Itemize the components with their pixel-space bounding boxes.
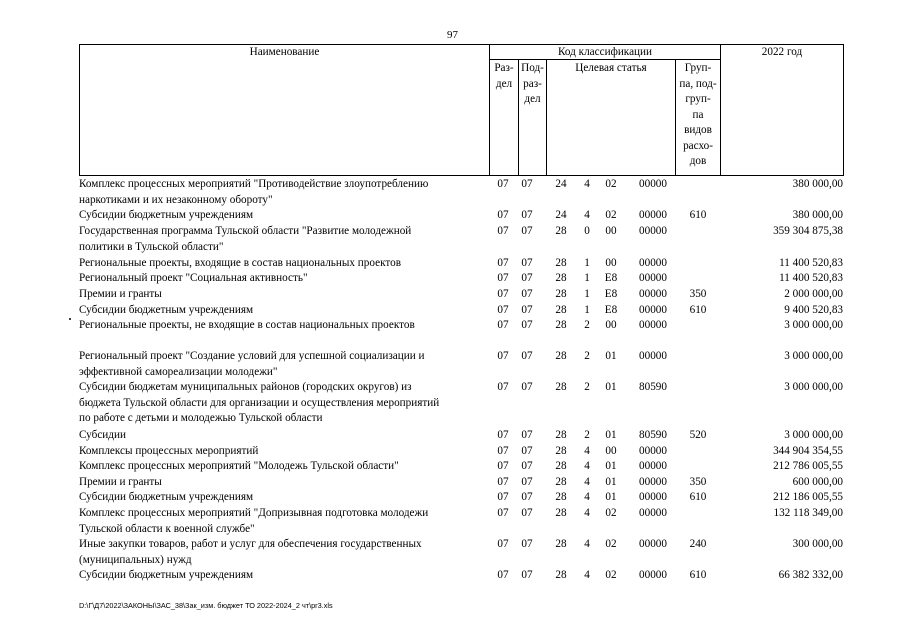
- row-amount: 3 000 000,00: [784, 319, 843, 331]
- row-podrazdel: 07: [521, 476, 533, 488]
- header-vid-line: видов: [684, 124, 712, 136]
- row-name: Субсидии бюджетам муниципальных районов (городских округов) из бюджета Тульской области для организации и осуществления мероприятий по работе с детьми и молодежью Тульской области: [79, 381, 440, 425]
- row-name: Комплекс процессных мероприятий "Противодействие злоупотреблению наркотиками и их незаконному обороту": [79, 178, 429, 206]
- row-name: Субсидии бюджетным учреждениям: [79, 304, 254, 316]
- row-subprogram: 4: [584, 569, 590, 581]
- row-main-event: 01: [605, 460, 617, 472]
- row-main-event: 02: [605, 538, 617, 550]
- row-main-event: 01: [605, 429, 617, 441]
- row-razdel: 07: [497, 381, 509, 393]
- row-subprogram: 2: [584, 319, 590, 331]
- row-main-event: 01: [605, 381, 617, 393]
- row-main-event: 01: [605, 476, 617, 488]
- scan-dot: [69, 318, 71, 320]
- row-podrazdel: 07: [521, 429, 533, 441]
- row-main-event: 02: [605, 209, 617, 221]
- row-razdel: 07: [497, 304, 509, 316]
- header-name-label: Наименование: [249, 46, 320, 58]
- row-program: 24: [555, 209, 567, 221]
- row-amount: 9 400 520,83: [784, 304, 843, 316]
- row-expense-type: 240: [689, 538, 707, 550]
- row-amount: 600 000,00: [792, 476, 843, 488]
- header-razdel-label: [489, 61, 519, 92]
- header-vid-line: расхо-: [683, 139, 713, 152]
- row-direction: 80590: [639, 429, 667, 441]
- row-main-event: E8: [604, 304, 618, 316]
- row-program: 28: [555, 304, 567, 316]
- row-program: 28: [555, 257, 567, 269]
- row-subprogram: 4: [584, 491, 590, 503]
- row-expense-type: 350: [689, 288, 707, 300]
- row-amount: 11 400 520,83: [779, 272, 843, 284]
- row-razdel: 07: [497, 569, 509, 581]
- row-podrazdel: 07: [521, 381, 533, 393]
- row-subprogram: 4: [584, 538, 590, 550]
- row-subprogram: 4: [584, 178, 590, 190]
- header-vid-line: Груп-: [684, 62, 712, 74]
- row-direction: 00000: [639, 538, 667, 550]
- header-razdel-line: дел: [495, 77, 513, 90]
- header-cell-target: [546, 59, 676, 176]
- row-program: 28: [555, 429, 567, 441]
- row-amount: 3 000 000,00: [784, 381, 843, 393]
- row-amount: 3 000 000,00: [784, 429, 843, 441]
- row-direction: 00000: [639, 445, 667, 457]
- row-razdel: 07: [497, 460, 509, 472]
- row-main-event: 01: [605, 491, 617, 503]
- row-razdel: 07: [497, 507, 509, 519]
- header-cell-year: [720, 44, 844, 176]
- row-main-event: E8: [604, 288, 618, 300]
- header-vid-label: [675, 61, 721, 170]
- row-direction: 00000: [639, 257, 667, 269]
- row-direction: 00000: [639, 319, 667, 331]
- row-subprogram: 4: [584, 445, 590, 457]
- row-subprogram: 2: [584, 350, 590, 362]
- row-podrazdel: 07: [521, 272, 533, 284]
- page-number: 97: [447, 29, 458, 41]
- row-direction: 00000: [639, 350, 667, 362]
- row-subprogram: 2: [584, 429, 590, 441]
- row-subprogram: 1: [584, 257, 590, 269]
- row-expense-type: 350: [689, 476, 707, 488]
- row-program: 28: [555, 225, 567, 237]
- row-program: 28: [555, 538, 567, 550]
- row-amount: 380 000,00: [792, 209, 843, 221]
- row-main-event: 01: [605, 350, 617, 362]
- row-podrazdel: 07: [521, 304, 533, 316]
- row-podrazdel: 07: [521, 569, 533, 581]
- row-direction: 00000: [639, 491, 667, 503]
- row-amount: 2 000 000,00: [784, 288, 843, 300]
- row-name: Комплекс процессных мероприятий "Молодежь Тульской области": [79, 460, 399, 472]
- row-subprogram: 4: [584, 476, 590, 488]
- row-amount: 132 118 349,00: [773, 507, 843, 519]
- header-vid-line: дов: [689, 155, 707, 167]
- row-main-event: 02: [605, 507, 617, 519]
- row-program: 28: [555, 319, 567, 331]
- row-program: 24: [555, 178, 567, 190]
- header-cell-name: [79, 44, 490, 176]
- row-podrazdel: 07: [521, 257, 533, 269]
- row-podrazdel: 07: [521, 491, 533, 503]
- row-name: Региональный проект "Создание условий для успешной социализации и эффективной самореализации молодежи": [79, 350, 425, 378]
- row-expense-type: 610: [689, 209, 707, 221]
- row-podrazdel: 07: [521, 319, 533, 331]
- row-name: Комплекс процессных мероприятий "Допризывная подготовка молодежи Тульской области к военной службе": [79, 507, 429, 535]
- header-podrazdel-line: Под-: [521, 62, 544, 74]
- row-razdel: 07: [497, 445, 509, 457]
- row-amount: 212 786 005,55: [773, 460, 843, 472]
- row-amount: 11 400 520,83: [779, 257, 843, 269]
- row-amount: 212 186 005,55: [773, 491, 843, 503]
- row-razdel: 07: [497, 225, 509, 237]
- row-name: Региональные проекты, входящие в состав национальных проектов: [79, 257, 401, 269]
- row-subprogram: 4: [584, 507, 590, 519]
- row-name: Субсидии бюджетным учреждениям: [79, 209, 254, 221]
- row-main-event: 02: [605, 178, 617, 190]
- row-program: 28: [555, 350, 567, 362]
- header-vid-line: груп-: [685, 93, 711, 105]
- row-subprogram: 0: [584, 225, 590, 237]
- row-name: Региональные проекты, не входящие в состав национальных проектов: [79, 319, 415, 331]
- row-podrazdel: 07: [521, 445, 533, 457]
- row-amount: 66 382 332,00: [778, 569, 843, 581]
- header-year-label: 2022 год: [761, 46, 803, 58]
- row-razdel: 07: [497, 538, 509, 550]
- row-subprogram: 1: [584, 272, 590, 284]
- row-podrazdel: 07: [521, 460, 533, 472]
- row-direction: 00000: [639, 209, 667, 221]
- row-razdel: 07: [497, 429, 509, 441]
- row-direction: 00000: [639, 460, 667, 472]
- row-program: 28: [555, 381, 567, 393]
- row-name: Государственная программа Тульской области "Развитие молодежной политики в Тульской области": [79, 225, 412, 253]
- header-podrazdel-label: [518, 61, 547, 108]
- row-main-event: E8: [604, 272, 618, 284]
- row-amount: 359 304 875,38: [773, 225, 843, 237]
- row-podrazdel: 07: [521, 507, 533, 519]
- row-direction: 00000: [639, 225, 667, 237]
- row-amount: 3 000 000,00: [784, 350, 843, 362]
- row-razdel: 07: [497, 319, 509, 331]
- row-razdel: 07: [497, 350, 509, 362]
- row-subprogram: 4: [584, 209, 590, 221]
- row-program: 28: [555, 288, 567, 300]
- row-name: Комплексы процессных мероприятий: [79, 445, 259, 457]
- row-amount: 300 000,00: [792, 538, 843, 550]
- row-direction: 00000: [639, 178, 667, 190]
- row-program: 28: [555, 272, 567, 284]
- row-name: Премии и гранты: [79, 288, 162, 300]
- row-razdel: 07: [497, 491, 509, 503]
- row-program: 28: [555, 569, 567, 581]
- row-expense-type: 610: [689, 569, 707, 581]
- row-amount: 344 904 354,55: [773, 445, 843, 457]
- row-program: 28: [555, 460, 567, 472]
- header-vid-line: па, под-: [679, 77, 717, 90]
- row-direction: 00000: [639, 476, 667, 488]
- row-podrazdel: 07: [521, 350, 533, 362]
- row-podrazdel: 07: [521, 178, 533, 190]
- row-program: 28: [555, 476, 567, 488]
- row-razdel: 07: [497, 178, 509, 190]
- row-subprogram: 2: [584, 381, 590, 393]
- row-subprogram: 4: [584, 460, 590, 472]
- header-vid-line: па: [692, 108, 704, 121]
- row-direction: 00000: [639, 288, 667, 300]
- row-razdel: 07: [497, 209, 509, 221]
- file-path-footer: D:\Г\Д7\2022\ЗАКОНЫ\ЗАС_38\Зак_изм. бюджет ТО 2022-2024_2 чт\pr3.xls: [79, 601, 333, 610]
- row-podrazdel: 07: [521, 225, 533, 237]
- header-target-label: Целевая статья: [575, 62, 647, 74]
- header-code-label: Код классификации: [558, 46, 652, 58]
- row-amount: 380 000,00: [792, 178, 843, 190]
- row-direction: 00000: [639, 304, 667, 316]
- row-podrazdel: 07: [521, 209, 533, 221]
- row-main-event: 02: [605, 569, 617, 581]
- row-subprogram: 1: [584, 288, 590, 300]
- row-expense-type: 610: [689, 304, 707, 316]
- row-direction: 00000: [639, 272, 667, 284]
- header-podrazdel-line: дел: [524, 93, 541, 105]
- row-name: Субсидии бюджетным учреждениям: [79, 491, 254, 503]
- row-program: 28: [555, 445, 567, 457]
- row-name: Субсидии бюджетным учреждениям: [79, 569, 254, 581]
- row-expense-type: 520: [689, 429, 707, 441]
- row-main-event: 00: [605, 257, 617, 269]
- row-program: 28: [555, 507, 567, 519]
- row-direction: 00000: [639, 507, 667, 519]
- row-expense-type: 610: [689, 491, 707, 503]
- row-direction: 80590: [639, 381, 667, 393]
- row-razdel: 07: [497, 476, 509, 488]
- row-razdel: 07: [497, 288, 509, 300]
- row-podrazdel: 07: [521, 288, 533, 300]
- row-podrazdel: 07: [521, 538, 533, 550]
- row-razdel: 07: [497, 272, 509, 284]
- row-name: Иные закупки товаров, работ и услуг для обеспечения государственных (муниципальных) нужд: [79, 538, 422, 566]
- row-name: Премии и гранты: [79, 476, 162, 488]
- row-direction: 00000: [639, 569, 667, 581]
- header-razdel-line: Раз-: [494, 62, 514, 74]
- header-podrazdel-line: раз-: [523, 77, 542, 90]
- row-name: Субсидии: [79, 429, 126, 441]
- row-subprogram: 1: [584, 304, 590, 316]
- row-name: Региональный проект "Социальная активность": [79, 272, 308, 284]
- row-razdel: 07: [497, 257, 509, 269]
- row-main-event: 00: [605, 445, 617, 457]
- row-main-event: 00: [605, 319, 617, 331]
- row-program: 28: [555, 491, 567, 503]
- row-main-event: 00: [605, 225, 617, 237]
